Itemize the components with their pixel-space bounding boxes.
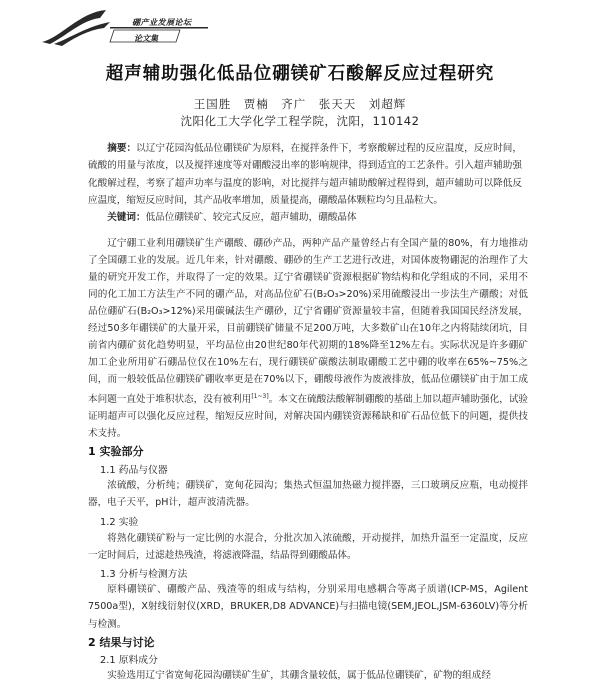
intro-tail: 。本文在硫酸法酸解制硼酸的基础上加以超声辅助强化，试验证明超声可以强化反应过程，缩短反应时间，对解决国内硼镁资源稀缺和矿石品位低下的问题，提供技术支持。	[88, 393, 529, 439]
intro-text: 辽宁硼工业利用硼镁矿生产硼酸、硼砂产品，两种产品产量曾经占有全国产量的80%，有力地推动了全国硼工业的发展。近几年来，针对硼酸、硼砂的生产工艺进行改进，对国体废物硼泥的治理作了大量的研究开发工作，并取得了一定的效果。辽宁省硼镁矿资源根据矿物结构和化学组成的不同，采用不同的化工加工方法生产不同的硼产品，对高品位矿石(B₂O₃>20%)采用硫酸浸出一步法生产硼酸；对低品位硼矿石(B₂O₃>12%)采用碳碱法生产硼砂，辽宁省硼矿资源量较丰富，但随着我国国民经济发展，经过50多年硼镁矿的大量开采，目前硼镁矿储量不足200万吨，大多数矿山在10年之内将陆续闭坑，目前省内硼矿贫化趋势明显，平均品位由20世纪80年代初期的18%降至12%左右。实际状况是许多硼矿加工企业所用矿石硼品位仅在10%左右，现行硼镁矿碳酸法制取硼酸工艺中硼的收率在65%~75%之间，而一般较低品位硼镁矿硼收率更是在70%以下，硼酸母液作为废液排放，低品位硼镁矿由于加工成本问题一直处于堆积状态，没有被利用	[88, 238, 528, 405]
affiliation: 沈阳化工大学化学工程学院，沈阳，110142	[180, 114, 420, 128]
authors: 王国胜 贾楠 齐广 张天天 刘超辉	[193, 97, 407, 111]
keywords-label: 关键词：	[107, 212, 146, 223]
section-1-2-text: 将熟化硼镁矿粉与一定比例的水混合，分批次加入浓硫酸，开动搅拌，加热升温至一定温度，反应一定时间后，过滤趁热残渣，将滤液降温，结晶得到硼酸晶体。	[88, 533, 528, 562]
intro-citation: [1~3]	[251, 392, 269, 400]
section-2-1-text: 实验选用辽宁省宽甸花园沟硼镁矿生矿，其硼含量较低，属于低品位硼镁矿，矿物的组成经	[107, 670, 491, 681]
introduction	[88, 236, 528, 443]
section-2-1-heading: 2.1 原料成分	[100, 655, 158, 666]
abstract-label: 摘要：	[107, 143, 137, 154]
keywords	[88, 209, 522, 226]
section-1-2-heading: 1.2 实验	[100, 517, 139, 528]
section-1-3-heading: 1.3 分析与检测方法	[100, 569, 188, 580]
section-1-1-text: 浓硫酸，分析纯；硼镁矿，宽甸花园沟；集热式恒温加热磁力搅拌器，三口玻璃反应瓶，电动搅拌器，电子天平，pH计，超声波清洗器。	[88, 480, 528, 509]
section-2-heading: 2 结果与讨论	[88, 636, 155, 649]
section-1-1-heading: 1.1 药品与仪器	[100, 465, 168, 476]
badge-line1: 硼产业发展论坛	[132, 18, 192, 27]
abstract-text: 以辽宁花园沟低品位硼镁矿为原料，在搅拌条件下，考察酸解过程的反应温度，反应时间，硫酸的用量与浓度，以及搅拌速度等对硼酸浸出率的影响规律，得到适宜的工艺条件。引入超声辅助强化酸解过程，考察了超声功率与温度的影响，对比搅拌与超声辅助酸解过程得到，超声辅助可以降低反应温度，缩短反应时间，其产品收率增加，质量提高，硼酸晶体颗粒均匀且晶粒大。	[88, 143, 523, 206]
section-1-heading: 1 实验部分	[88, 445, 144, 458]
keywords-text: 低品位硼镁矿、较完式反应，超声辅助，硼酸晶体	[145, 212, 357, 223]
section-1-3-text: 原料硼镁矿、硼酸产品、残渣等的组成与结构，分别采用电感耦合等离子质谱(ICP-MS，Agilent 7500a型)，X射线衍射仪(XRD，BRUKER,D8 ADVANCE)与扫描电镜(SEM,JEOL,JSM-6360LV)等分析与检测。	[88, 584, 528, 630]
paper-title: 超声辅助强化低品位硼镁矿石酸解反应过程研究	[105, 64, 495, 84]
abstract	[88, 140, 522, 209]
badge-line2: 论文集	[134, 34, 158, 43]
forum-badge	[40, 8, 210, 46]
